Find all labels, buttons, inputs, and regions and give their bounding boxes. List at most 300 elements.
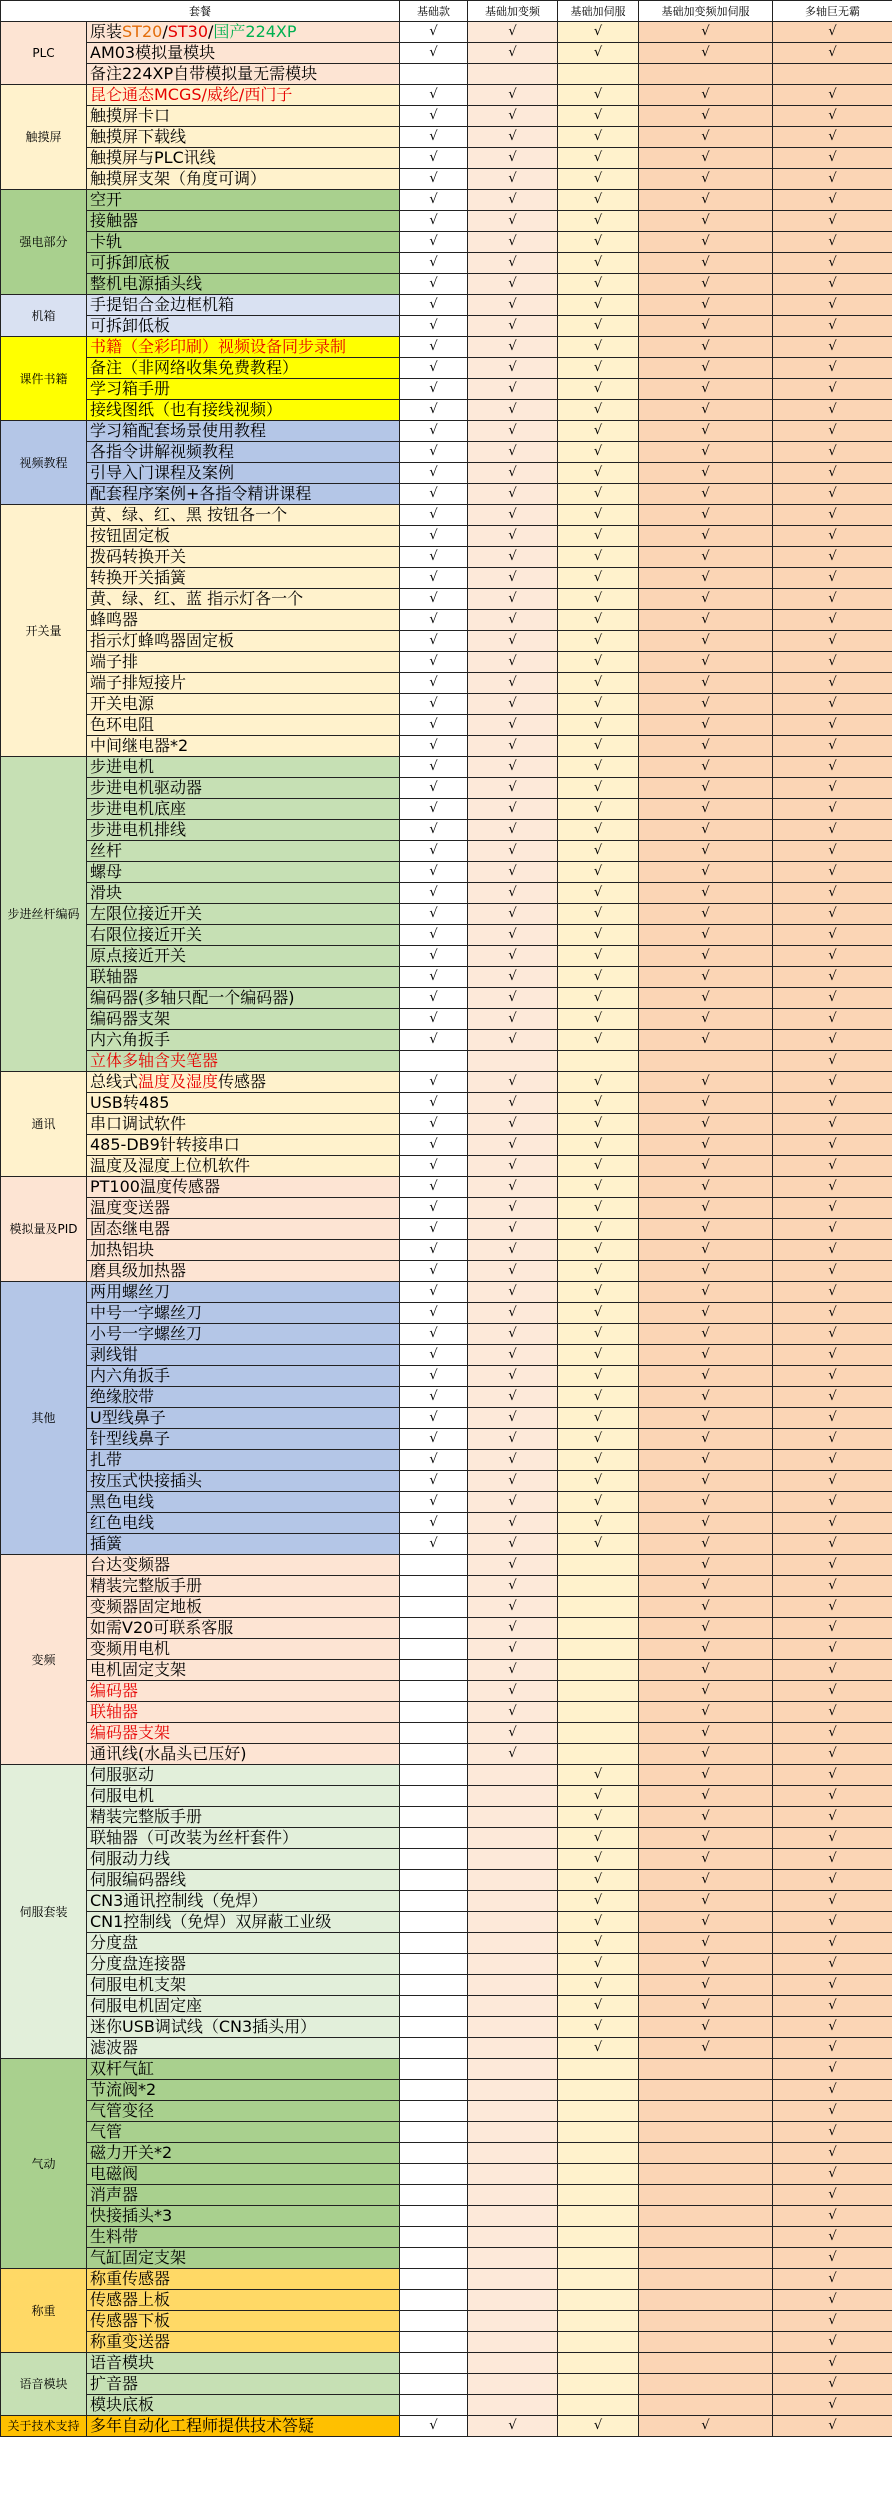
- item-text: CN1控制线（免焊）双屏蔽工业级: [90, 1912, 332, 1931]
- check-cell: √: [639, 1786, 773, 1807]
- table-row: [1, 2269, 892, 2290]
- item-cell: [87, 1870, 400, 1891]
- check-cell: √: [773, 442, 892, 463]
- check-cell: √: [773, 505, 892, 526]
- item-text: 伺服电机固定座: [90, 1996, 203, 2015]
- check-cell: [400, 1639, 468, 1660]
- check-cell: √: [639, 1702, 773, 1723]
- check-cell: √: [400, 1240, 468, 1261]
- check-cell: √: [468, 148, 558, 169]
- check-cell: [468, 1828, 558, 1849]
- item-text: 传感器: [218, 1072, 267, 1091]
- table-row: [1, 85, 892, 106]
- check-cell: √: [558, 715, 639, 736]
- check-cell: √: [639, 274, 773, 295]
- category-cell: 步进丝杆编码: [1, 757, 87, 1072]
- table-row: [1, 1324, 892, 1345]
- table-row: [1, 568, 892, 589]
- check-cell: √: [558, 799, 639, 820]
- check-cell: √: [400, 883, 468, 904]
- check-cell: √: [639, 358, 773, 379]
- check-cell: √: [773, 547, 892, 568]
- check-cell: √: [639, 1870, 773, 1891]
- item-cell: [87, 1912, 400, 1933]
- check-cell: √: [468, 421, 558, 442]
- check-cell: √: [558, 1450, 639, 1471]
- table-row: [1, 2374, 892, 2395]
- check-cell: [558, 2101, 639, 2122]
- table-row: [1, 2185, 892, 2206]
- table-row: [1, 2353, 892, 2374]
- check-cell: √: [468, 127, 558, 148]
- check-cell: [639, 2059, 773, 2080]
- item-text: 台达变频器: [90, 1555, 171, 1574]
- item-cell: [87, 1240, 400, 1261]
- item-text: 变频用电机: [90, 1639, 171, 1658]
- check-cell: √: [468, 631, 558, 652]
- check-cell: [468, 2206, 558, 2227]
- table-row: [1, 1492, 892, 1513]
- check-cell: √: [558, 757, 639, 778]
- check-cell: [468, 2038, 558, 2059]
- item-text: 黄、绿、红、黑 按钮各一个: [90, 505, 288, 524]
- check-cell: [468, 2311, 558, 2332]
- table-row: [1, 1576, 892, 1597]
- check-cell: √: [558, 778, 639, 799]
- item-cell: [87, 43, 400, 64]
- check-cell: √: [639, 1555, 773, 1576]
- check-cell: √: [468, 253, 558, 274]
- check-cell: √: [400, 1177, 468, 1198]
- item-text: 黑色电线: [90, 1492, 155, 1511]
- check-cell: [400, 1975, 468, 1996]
- check-cell: [468, 64, 558, 85]
- check-cell: √: [468, 757, 558, 778]
- check-cell: √: [639, 988, 773, 1009]
- check-cell: √: [639, 505, 773, 526]
- check-cell: √: [400, 43, 468, 64]
- check-cell: √: [558, 190, 639, 211]
- item-cell: [87, 1639, 400, 1660]
- check-cell: √: [639, 1639, 773, 1660]
- item-text: 伺服电机支架: [90, 1975, 187, 1994]
- check-cell: √: [558, 589, 639, 610]
- check-cell: √: [468, 883, 558, 904]
- item-text: 串口调试软件: [90, 1114, 187, 1133]
- item-cell: [87, 1030, 400, 1051]
- check-cell: √: [773, 1261, 892, 1282]
- item-cell: [87, 1513, 400, 1534]
- table-row: [1, 946, 892, 967]
- check-cell: √: [400, 925, 468, 946]
- check-cell: √: [773, 841, 892, 862]
- check-cell: √: [639, 883, 773, 904]
- item-cell: [87, 1744, 400, 1765]
- item-text: /: [208, 22, 214, 41]
- check-cell: √: [468, 715, 558, 736]
- check-cell: [400, 2311, 468, 2332]
- check-cell: √: [773, 43, 892, 64]
- check-cell: [558, 2395, 639, 2416]
- check-cell: √: [400, 1345, 468, 1366]
- table-row: [1, 253, 892, 274]
- item-text: 空开: [90, 190, 123, 209]
- check-cell: √: [773, 316, 892, 337]
- check-cell: √: [558, 1093, 639, 1114]
- check-cell: [468, 2395, 558, 2416]
- category-cell: 语音模块: [1, 2353, 87, 2416]
- check-cell: √: [639, 484, 773, 505]
- check-cell: √: [639, 400, 773, 421]
- table-row: [1, 694, 892, 715]
- check-cell: √: [639, 1933, 773, 1954]
- check-cell: √: [400, 1324, 468, 1345]
- check-cell: [400, 1597, 468, 1618]
- item-cell: [87, 358, 400, 379]
- table-row: [1, 2332, 892, 2353]
- item-cell: [87, 1198, 400, 1219]
- check-cell: [400, 2122, 468, 2143]
- item-cell: [87, 820, 400, 841]
- check-cell: √: [773, 253, 892, 274]
- item-text: 触摸屏支架（角度可调）: [90, 169, 267, 188]
- check-cell: √: [773, 1051, 892, 1072]
- check-cell: [400, 1954, 468, 1975]
- check-cell: [468, 2332, 558, 2353]
- check-cell: √: [773, 778, 892, 799]
- check-cell: √: [468, 1219, 558, 1240]
- category-cell: 变频: [1, 1555, 87, 1765]
- check-cell: √: [773, 2185, 892, 2206]
- check-cell: [400, 64, 468, 85]
- check-cell: √: [773, 379, 892, 400]
- item-cell: [87, 1303, 400, 1324]
- check-cell: √: [773, 1954, 892, 1975]
- item-text: 触摸屏卡口: [90, 106, 171, 125]
- category-cell: 通讯: [1, 1072, 87, 1177]
- check-cell: √: [773, 1387, 892, 1408]
- table-row: [1, 1618, 892, 1639]
- check-cell: √: [400, 274, 468, 295]
- item-text: 伺服动力线: [90, 1849, 171, 1868]
- check-cell: [468, 2017, 558, 2038]
- table-row: [1, 2206, 892, 2227]
- category-cell: 开关量: [1, 505, 87, 757]
- item-cell: [87, 2059, 400, 2080]
- check-cell: √: [773, 988, 892, 1009]
- check-cell: √: [773, 1702, 892, 1723]
- item-text: 转换开关插簧: [90, 568, 187, 587]
- check-cell: [400, 1765, 468, 1786]
- check-cell: √: [558, 652, 639, 673]
- item-text: 通讯线(水晶头已压好): [90, 1744, 247, 1763]
- item-cell: [87, 1093, 400, 1114]
- check-cell: √: [558, 1786, 639, 1807]
- check-cell: [558, 1744, 639, 1765]
- check-cell: √: [468, 610, 558, 631]
- check-cell: √: [558, 547, 639, 568]
- item-text: 配套程序案例+各指令精讲课程: [90, 484, 312, 503]
- check-cell: [468, 2227, 558, 2248]
- check-cell: √: [558, 1954, 639, 1975]
- item-text: 固态继电器: [90, 1219, 171, 1238]
- table-row: [1, 1450, 892, 1471]
- check-cell: √: [773, 1828, 892, 1849]
- item-cell: [87, 316, 400, 337]
- item-text: 接触器: [90, 211, 139, 230]
- check-cell: √: [639, 1240, 773, 1261]
- check-cell: [400, 2248, 468, 2269]
- check-cell: √: [468, 694, 558, 715]
- item-text: 步进电机底座: [90, 799, 187, 818]
- check-cell: [558, 1555, 639, 1576]
- check-cell: √: [400, 862, 468, 883]
- check-cell: √: [773, 1681, 892, 1702]
- check-cell: [468, 1051, 558, 1072]
- check-cell: √: [773, 883, 892, 904]
- table-row: [1, 1933, 892, 1954]
- item-text: 联轴器（可改装为丝杆套件）: [90, 1828, 299, 1847]
- check-cell: √: [639, 1912, 773, 1933]
- check-cell: √: [400, 757, 468, 778]
- check-cell: √: [558, 463, 639, 484]
- check-cell: √: [558, 1975, 639, 1996]
- item-cell: [87, 778, 400, 799]
- table-row: [1, 799, 892, 820]
- check-cell: √: [558, 358, 639, 379]
- item-cell: [87, 589, 400, 610]
- table-row: [1, 862, 892, 883]
- check-cell: √: [558, 1765, 639, 1786]
- item-cell: [87, 988, 400, 1009]
- item-cell: [87, 715, 400, 736]
- table-row: [1, 1303, 892, 1324]
- item-text: 中间继电器*2: [90, 736, 189, 755]
- item-cell: [87, 190, 400, 211]
- item-text: U型线鼻子: [90, 1408, 166, 1427]
- check-cell: √: [400, 820, 468, 841]
- check-cell: √: [468, 589, 558, 610]
- check-cell: √: [400, 547, 468, 568]
- check-cell: √: [773, 2269, 892, 2290]
- check-cell: √: [468, 379, 558, 400]
- item-cell: [87, 904, 400, 925]
- check-cell: [558, 1639, 639, 1660]
- item-cell: [87, 1114, 400, 1135]
- check-cell: √: [773, 1891, 892, 1912]
- table-row: [1, 1996, 892, 2017]
- check-cell: √: [639, 2017, 773, 2038]
- item-text: 485-DB9针转接串口: [90, 1135, 240, 1154]
- table-row: [1, 925, 892, 946]
- item-text: 传感器上板: [90, 2290, 171, 2309]
- check-cell: √: [773, 1996, 892, 2017]
- check-cell: √: [400, 568, 468, 589]
- check-cell: √: [773, 1408, 892, 1429]
- check-cell: √: [468, 1639, 558, 1660]
- check-cell: √: [639, 148, 773, 169]
- header-basic-vfd: 基础加变频: [468, 1, 558, 22]
- check-cell: √: [773, 2416, 892, 2437]
- check-cell: √: [468, 1534, 558, 1555]
- category-cell: 其他: [1, 1282, 87, 1555]
- check-cell: √: [639, 1849, 773, 1870]
- check-cell: √: [468, 1114, 558, 1135]
- item-cell: [87, 2017, 400, 2038]
- check-cell: [639, 1051, 773, 1072]
- check-cell: √: [400, 1219, 468, 1240]
- check-cell: [639, 2332, 773, 2353]
- item-text: 伺服驱动: [90, 1765, 155, 1784]
- check-cell: √: [468, 1576, 558, 1597]
- category-cell: 强电部分: [1, 190, 87, 295]
- check-cell: √: [773, 2290, 892, 2311]
- check-cell: √: [558, 1891, 639, 1912]
- check-cell: [400, 1576, 468, 1597]
- item-cell: [87, 694, 400, 715]
- check-cell: √: [400, 169, 468, 190]
- check-cell: [400, 2080, 468, 2101]
- category-cell: PLC: [1, 22, 87, 85]
- check-cell: [558, 2227, 639, 2248]
- item-cell: [87, 1135, 400, 1156]
- check-cell: √: [468, 442, 558, 463]
- category-cell: 关于技术支持: [1, 2416, 87, 2437]
- item-cell: [87, 442, 400, 463]
- item-cell: [87, 1177, 400, 1198]
- check-cell: √: [639, 568, 773, 589]
- check-cell: √: [558, 1996, 639, 2017]
- check-cell: √: [468, 337, 558, 358]
- check-cell: [468, 1996, 558, 2017]
- item-text: 扎带: [90, 1450, 123, 1469]
- header-basic-servo: 基础加伺服: [558, 1, 639, 22]
- check-cell: √: [773, 2080, 892, 2101]
- table-row: [1, 1744, 892, 1765]
- item-cell: [87, 1282, 400, 1303]
- check-cell: √: [639, 1723, 773, 1744]
- check-cell: √: [639, 862, 773, 883]
- check-cell: √: [639, 1387, 773, 1408]
- check-cell: [558, 1051, 639, 1072]
- item-cell: [87, 631, 400, 652]
- table-row: [1, 1639, 892, 1660]
- item-text: 国产224XP: [213, 22, 297, 41]
- check-cell: √: [400, 1471, 468, 1492]
- check-cell: √: [773, 1366, 892, 1387]
- item-text: 内六角扳手: [90, 1366, 171, 1385]
- check-cell: [639, 2374, 773, 2395]
- check-cell: [400, 1744, 468, 1765]
- table-row: [1, 589, 892, 610]
- item-text: ST30: [167, 22, 208, 41]
- check-cell: √: [639, 778, 773, 799]
- table-row: [1, 673, 892, 694]
- check-cell: √: [400, 1303, 468, 1324]
- check-cell: √: [400, 106, 468, 127]
- check-cell: √: [773, 967, 892, 988]
- check-cell: [558, 2353, 639, 2374]
- check-cell: [639, 2206, 773, 2227]
- check-cell: √: [400, 1429, 468, 1450]
- table-row: [1, 967, 892, 988]
- check-cell: √: [468, 778, 558, 799]
- table-row: [1, 316, 892, 337]
- check-cell: [558, 2311, 639, 2332]
- header-multi-axis: 多轴巨无霸: [773, 1, 892, 22]
- check-cell: √: [468, 211, 558, 232]
- check-cell: √: [639, 1030, 773, 1051]
- check-cell: √: [773, 1345, 892, 1366]
- table-row: [1, 484, 892, 505]
- check-cell: [558, 2164, 639, 2185]
- check-cell: √: [400, 1114, 468, 1135]
- check-cell: √: [468, 106, 558, 127]
- item-cell: [87, 1408, 400, 1429]
- table-row: [1, 1198, 892, 1219]
- header-basic: 基础款: [400, 1, 468, 22]
- check-cell: √: [639, 1303, 773, 1324]
- item-cell: [87, 211, 400, 232]
- check-cell: √: [773, 1156, 892, 1177]
- check-cell: √: [639, 1492, 773, 1513]
- item-text: 生料带: [90, 2227, 139, 2246]
- check-cell: √: [773, 1807, 892, 1828]
- check-cell: [400, 2353, 468, 2374]
- check-cell: √: [639, 1807, 773, 1828]
- check-cell: √: [400, 253, 468, 274]
- check-cell: √: [400, 631, 468, 652]
- check-cell: √: [558, 22, 639, 43]
- check-cell: √: [468, 526, 558, 547]
- check-cell: √: [468, 1366, 558, 1387]
- check-cell: √: [558, 421, 639, 442]
- check-cell: √: [468, 274, 558, 295]
- category-cell: 视频教程: [1, 421, 87, 505]
- table-row: [1, 1975, 892, 1996]
- check-cell: √: [639, 1975, 773, 1996]
- check-cell: √: [558, 862, 639, 883]
- check-cell: [400, 2143, 468, 2164]
- item-cell: [87, 2332, 400, 2353]
- check-cell: √: [639, 43, 773, 64]
- check-cell: √: [400, 127, 468, 148]
- item-cell: [87, 925, 400, 946]
- check-cell: √: [773, 610, 892, 631]
- table-row: [1, 2227, 892, 2248]
- table-row: [1, 1387, 892, 1408]
- table-row: [1, 1429, 892, 1450]
- check-cell: √: [558, 1324, 639, 1345]
- check-cell: √: [639, 463, 773, 484]
- check-cell: √: [558, 820, 639, 841]
- check-cell: √: [468, 1744, 558, 1765]
- table-row: [1, 1135, 892, 1156]
- check-cell: √: [773, 2122, 892, 2143]
- check-cell: √: [773, 1723, 892, 1744]
- check-cell: √: [773, 190, 892, 211]
- check-cell: √: [468, 1261, 558, 1282]
- check-cell: √: [639, 169, 773, 190]
- check-cell: √: [773, 1660, 892, 1681]
- check-cell: √: [468, 169, 558, 190]
- check-cell: √: [400, 1450, 468, 1471]
- check-cell: √: [773, 400, 892, 421]
- check-cell: √: [558, 694, 639, 715]
- item-text: 可拆卸低板: [90, 316, 171, 335]
- check-cell: [468, 1849, 558, 1870]
- check-cell: √: [558, 1156, 639, 1177]
